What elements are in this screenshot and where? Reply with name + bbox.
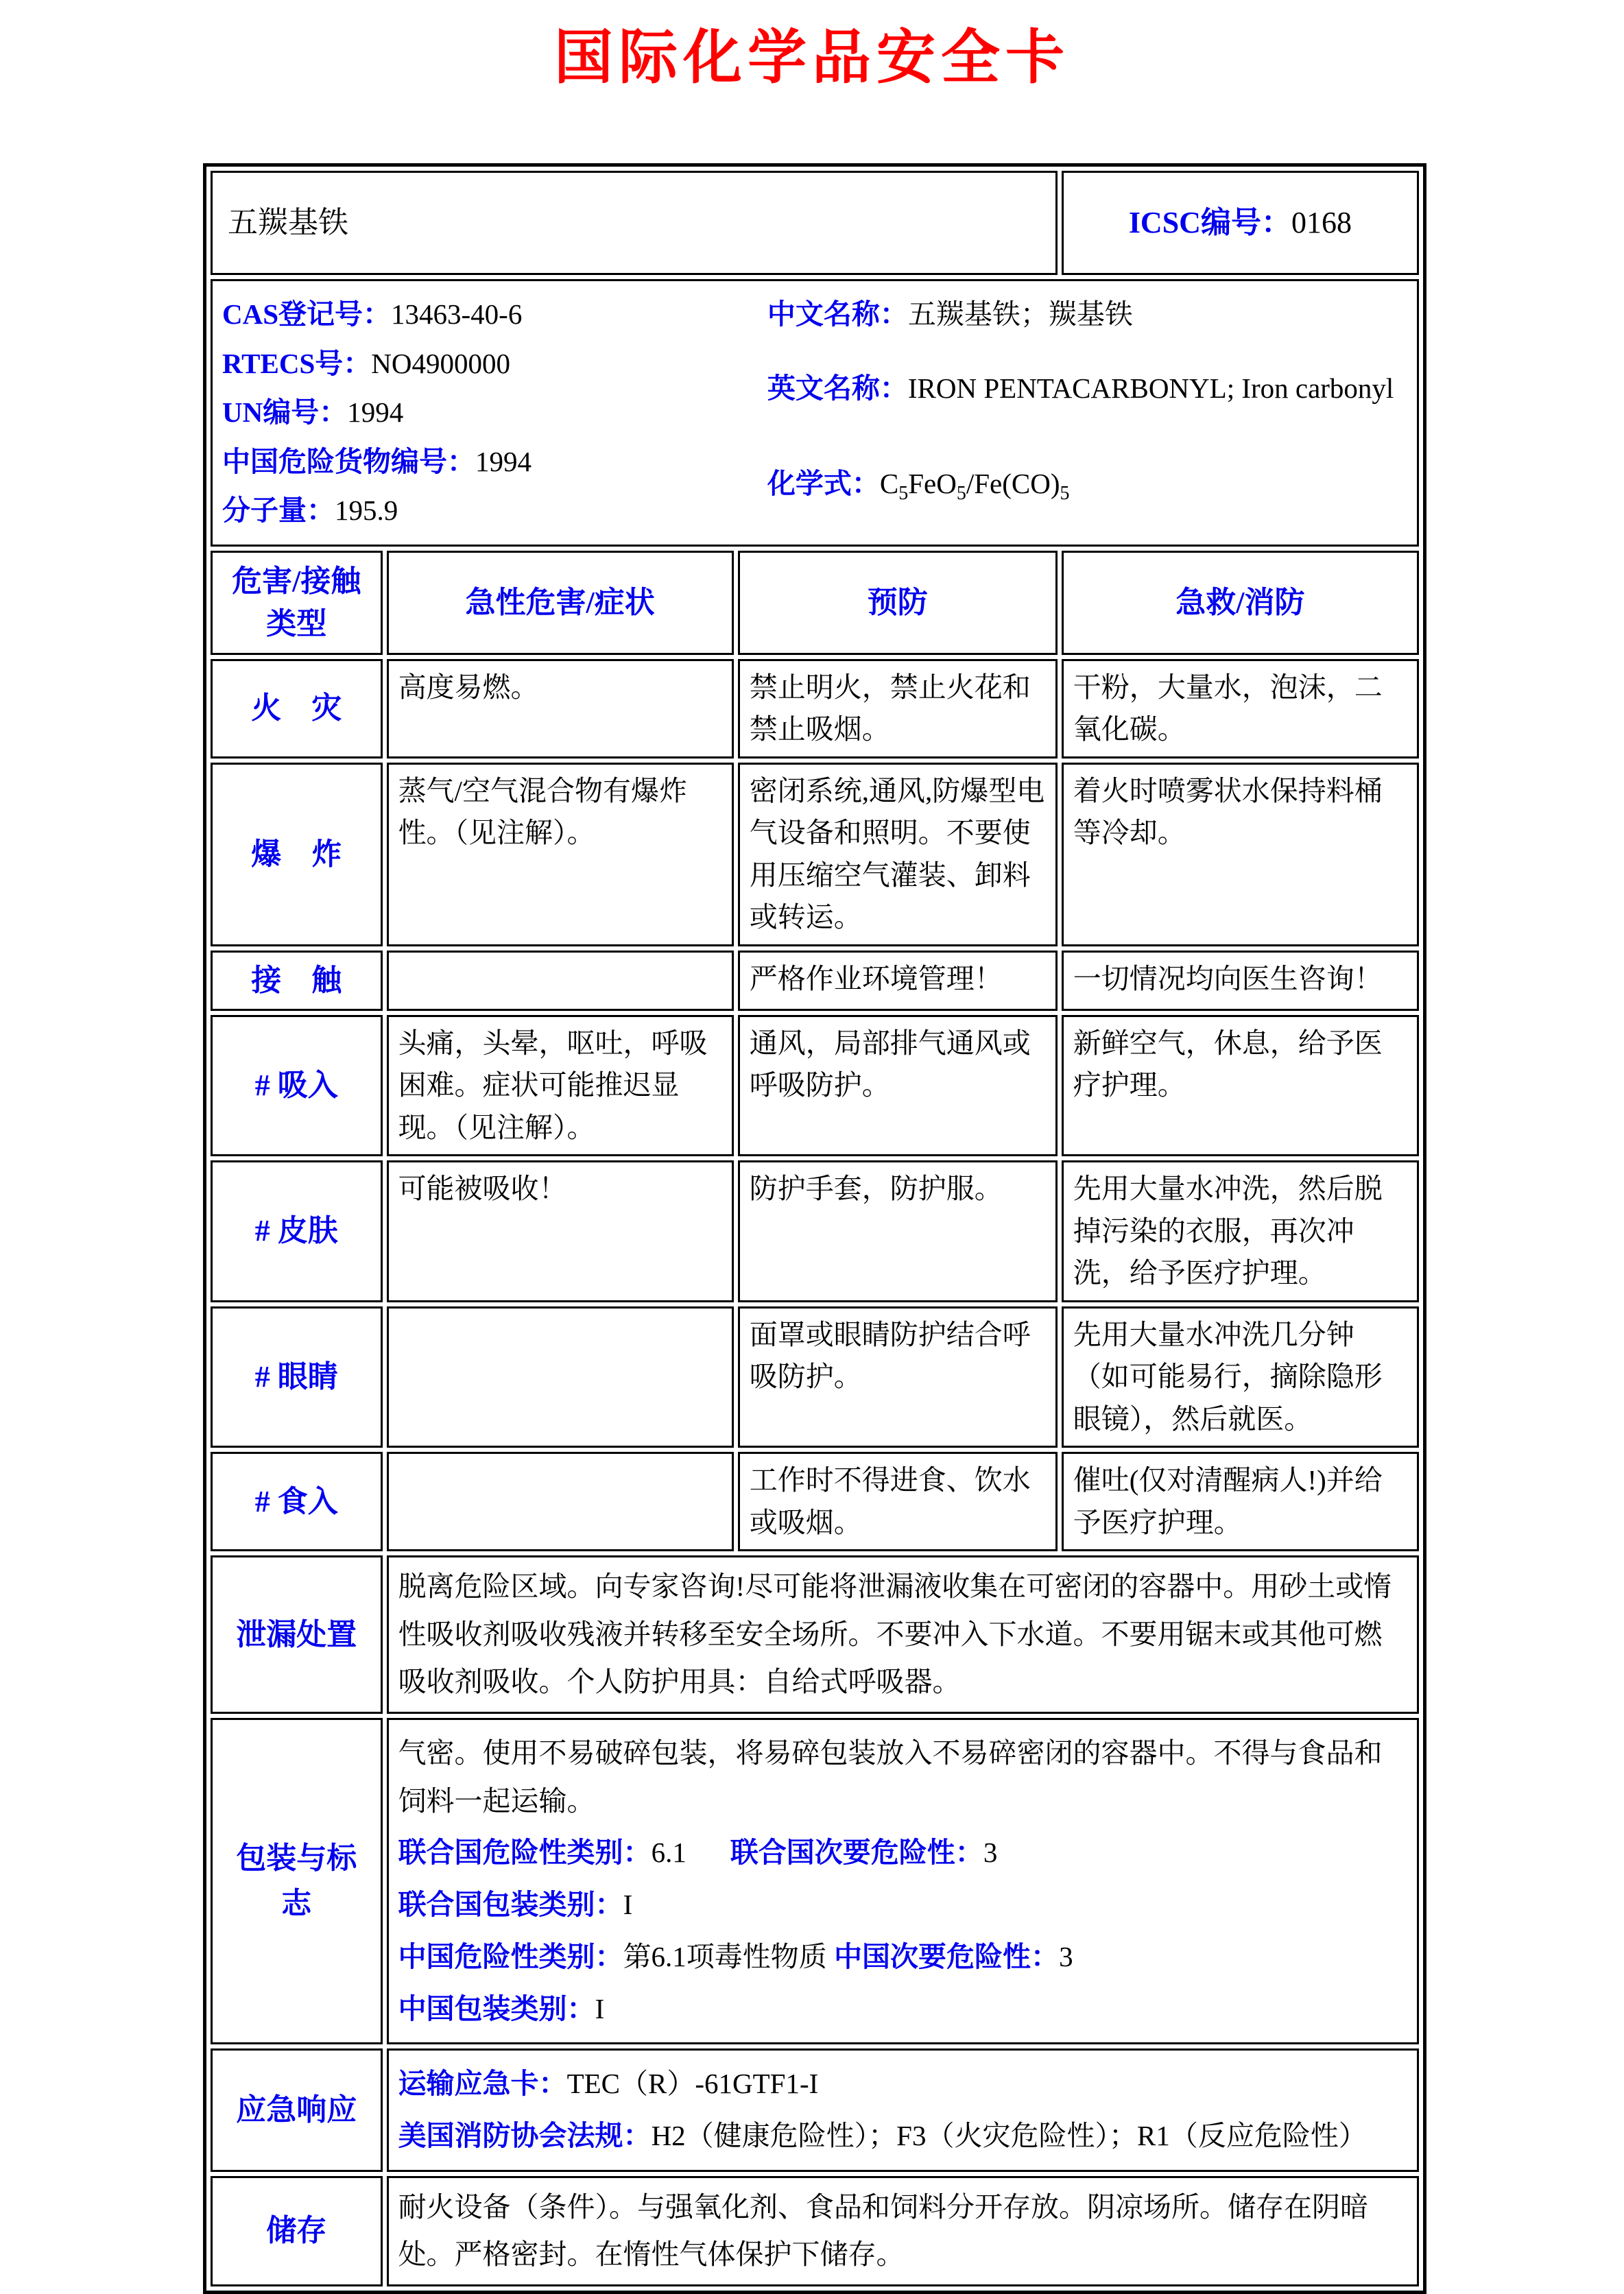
identity-left-column [222,287,767,539]
cas-number-value: 13463-40-6 [391,298,523,330]
un-number-label: UN编号： [222,396,348,428]
molecular-weight-label: 分子量： [222,494,335,526]
ingestion-response-cell: 催吐(仅对清醒病人!)并给予医疗护理。 [1062,1452,1419,1551]
china-hazard-class-line [398,1933,1407,1981]
storage-text-cell: 耐火设备（条件）。与强氧化剂、食品和饲料分开存放。阴凉场所。储存在阴暗处。严格密封。在惰性气体保护下储存。 [387,2176,1419,2286]
column-header-hazard-type: 危害/接触 类型 [211,551,383,655]
substance-name: 五羰基铁 [228,206,348,239]
un-subsidiary-risk-value: 3 [983,1837,998,1869]
nfpa-code-value: H2（健康危险性）；F3（火灾危险性）；R1（反应危险性） [651,2119,1367,2151]
table-row-skin [211,1160,1419,1302]
exposure-prevention-cell: 严格作业环境管理！ [738,951,1058,1011]
fire-symptoms-cell: 高度易燃。 [387,659,734,758]
table-row-fire [211,659,1419,758]
china-subsidiary-risk-label: 中国次要危险性： [834,1940,1060,1972]
table-row-explosion [211,763,1419,946]
chemical-formula: $C_5FeO_5/Fe(CO)_5$ [879,468,1070,505]
table-row-emergency [211,2048,1419,2171]
table-row-packaging [211,1718,1419,2044]
page-title: 国际化学品安全卡 [554,25,1070,91]
molecular-weight-value: 195.9 [335,494,398,526]
china-hazard-class-value: 第6.1项毒性物质 [623,1940,827,1972]
molecular-weight-line [222,490,767,532]
skin-prevention-cell: 防护手套，防护服。 [738,1160,1058,1302]
un-hazard-class-value: 6.1 [651,1837,686,1869]
ingestion-symptoms-cell [387,1452,734,1551]
substance-name-cell [211,171,1058,275]
skin-response-cell: 先用大量水冲洗，然后脱掉污染的衣服，再次冲洗，给予医疗护理。 [1062,1160,1419,1302]
un-hazard-class-line [398,1829,1407,1877]
exposure-response-cell: 一切情况均向医生咨询！ [1062,951,1419,1011]
icsc-number-value: 0168 [1291,206,1352,239]
exposure-symptoms-cell [387,951,734,1011]
cas-number-line [222,294,767,336]
category-ingestion: # 食入 [211,1452,383,1551]
inhalation-symptoms-cell: 头痛，头晕，呕吐，呼吸困难。症状可能推迟显现。（见注解）。 [387,1015,734,1157]
china-dg-number-value: 1994 [475,445,532,477]
skin-symptoms-cell: 可能被吸收！ [387,1160,734,1302]
category-spill: 泄漏处置 [211,1555,383,1714]
un-hazard-class-label: 联合国危险性类别： [398,1837,652,1869]
transport-emergency-card-value: TEC（R）-61GTF1-I [566,2068,819,2100]
chinese-name-line [767,294,1407,336]
icsc-number-label: ICSC编号： [1128,206,1291,239]
table-row-exposure [211,951,1419,1011]
category-fire: 火 灾 [211,659,383,758]
packaging-cell [387,1718,1419,2044]
english-name-label: 英文名称： [767,372,908,404]
rtecs-number-value: NO4900000 [371,347,510,379]
category-eyes: # 眼睛 [211,1306,383,1448]
column-header-prevention: 预防 [738,551,1058,655]
inhalation-prevention-cell: 通风，局部排气通风或呼吸防护。 [738,1015,1058,1157]
ingestion-prevention-cell: 工作时不得进食、饮水或吸烟。 [738,1452,1058,1551]
category-exposure: 接 触 [211,951,383,1011]
un-packing-group-line [398,1881,1407,1929]
column-header-first-aid: 急救/消防 [1062,551,1419,655]
un-number-value: 1994 [347,396,404,428]
china-subsidiary-risk-value: 3 [1059,1940,1073,1972]
category-storage: 储存 [211,2176,383,2286]
category-packaging: 包装与标志 [211,1718,383,2044]
china-packing-group-line [398,1985,1407,2033]
cas-number-label: CAS登记号： [222,298,392,330]
table-row-inhalation [211,1015,1419,1157]
un-subsidiary-risk-label: 联合国次要危险性： [730,1837,983,1869]
china-packing-group-label: 中国包装类别： [398,1992,595,2024]
un-number-line [222,392,767,434]
category-emergency: 应急响应 [211,2048,383,2171]
un-packing-group-value: I [623,1889,633,1921]
chemical-formula-line [767,463,1407,505]
un-packing-group-label: 联合国包装类别： [398,1889,623,1921]
icsc-number-cell [1062,171,1419,275]
china-packing-group-value: I [595,1992,605,2024]
rtecs-number-line [222,343,767,385]
english-name-value: IRON PENTACARBONYL; Iron carbonyl [907,372,1394,404]
table-row-storage [211,2176,1419,2286]
eyes-prevention-cell: 面罩或眼睛防护结合呼吸防护。 [738,1306,1058,1448]
nfpa-code-line [398,2112,1407,2160]
table-row-spill [211,1555,1419,1714]
nfpa-code-label: 美国消防协会法规： [398,2119,652,2151]
inhalation-response-cell: 新鲜空气，休息，给予医疗护理。 [1062,1015,1419,1157]
packaging-intro: 气密。使用不易破碎包装，将易碎包装放入不易碎密闭的容器中。不得与食品和饲料一起运输。 [398,1737,1383,1817]
category-inhalation: # 吸入 [211,1015,383,1157]
china-dg-number-line [222,441,767,483]
header-row [211,171,1419,275]
icsc-card-table [203,163,1426,2294]
rtecs-number-label: RTECS号： [222,347,372,379]
emergency-cell [387,2048,1419,2171]
english-name-line [767,368,1407,410]
explosion-symptoms-cell: 蒸气/空气混合物有爆炸性。（见注解）。 [387,763,734,946]
chinese-name-label: 中文名称： [767,298,908,330]
category-skin: # 皮肤 [211,1160,383,1302]
table-row-ingestion [211,1452,1419,1551]
category-explosion: 爆 炸 [211,763,383,946]
explosion-response-cell: 着火时喷雾状水保持料桶等冷却。 [1062,763,1419,946]
hazard-header-row [211,551,1419,655]
eyes-symptoms-cell [387,1306,734,1448]
eyes-response-cell: 先用大量水冲洗几分钟（如可能易行，摘除隐形眼镜），然后就医。 [1062,1306,1419,1448]
identity-right-column [767,287,1407,539]
spill-text-cell: 脱离危险区域。向专家咨询!尽可能将泄漏液收集在可密闭的容器中。用砂土或惰性吸收剂吸收残液并转移至安全场所。不要冲入下水道。不要用锯末或其他可燃吸收剂吸收。个人防护用具：自给式呼吸器。 [387,1555,1419,1714]
explosion-prevention-cell: 密闭系统,通风,防爆型电气设备和照明。不要使用压缩空气灌装、卸料或转运。 [738,763,1058,946]
identity-cell [211,279,1419,547]
transport-emergency-card-line [398,2060,1407,2108]
fire-prevention-cell: 禁止明火，禁止火花和禁止吸烟。 [738,659,1058,758]
chinese-name-value: 五羰基铁；羰基铁 [907,298,1133,330]
transport-emergency-card-label: 运输应急卡： [398,2068,567,2100]
identity-row [211,279,1419,547]
china-hazard-class-label: 中国危险性类别： [398,1940,623,1972]
china-dg-number-label: 中国危险货物编号： [222,445,475,477]
fire-response-cell: 干粉，大量水，泡沫，二氧化碳。 [1062,659,1419,758]
column-header-acute-hazards: 急性危害/症状 [387,551,734,655]
table-row-eyes [211,1306,1419,1448]
chemical-formula-label: 化学式： [767,468,880,499]
